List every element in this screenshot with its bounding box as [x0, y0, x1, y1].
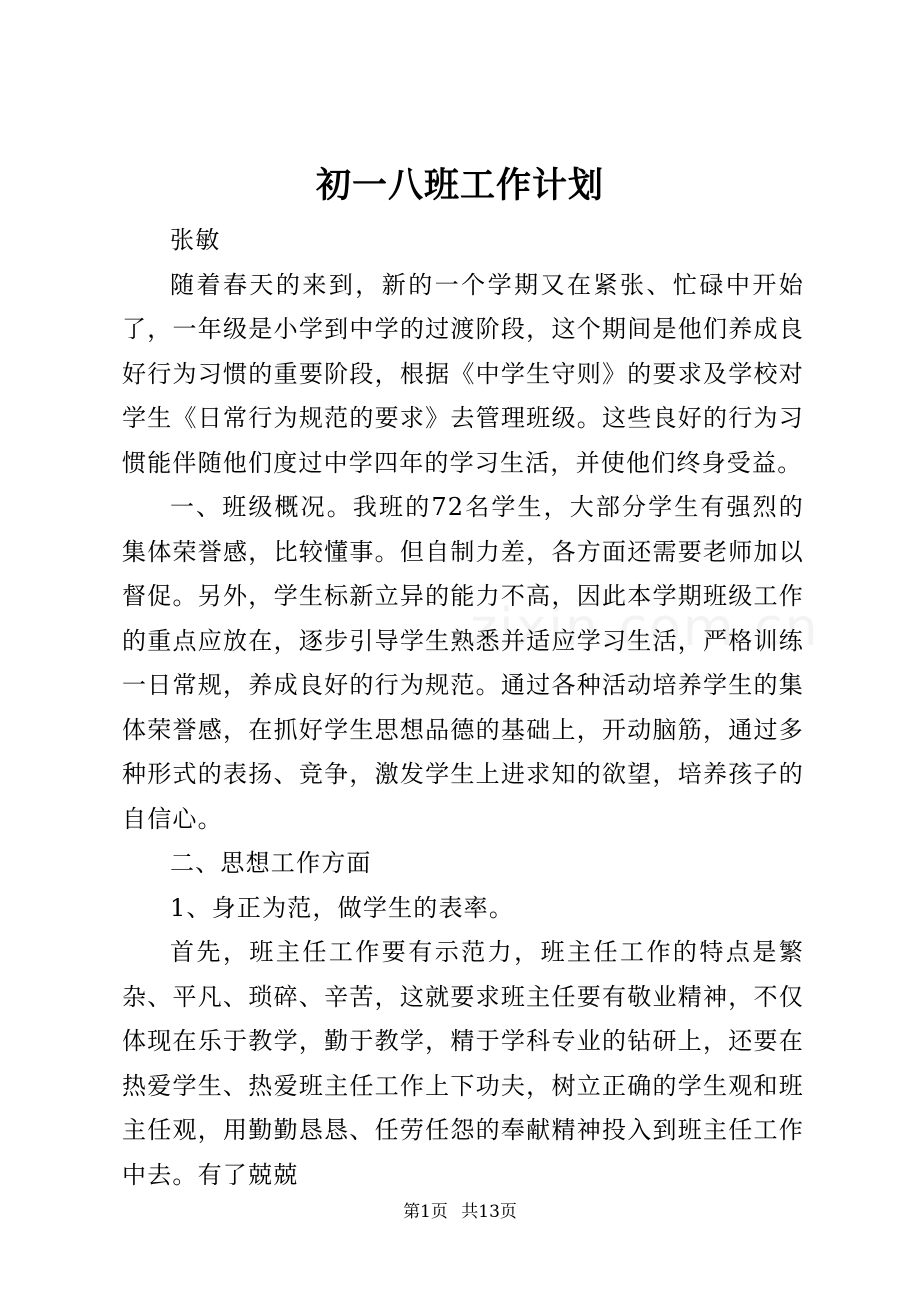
paragraph-intro: 随着春天的来到，新的一个学期又在紧张、忙碌中开始了，一年级是小学到中学的过渡阶段，这个期间是他们养成良好行为习惯的重要阶段，根据《中学生守则》的要求及学校对学生《日常行为规范的要求》去管理班级。这些良好的行为习惯能伴随他们度过中学四年的学习生活，并使他们终身受益。 [122, 270, 804, 477]
section-heading-ideology: 二、思想工作方面 [170, 849, 372, 877]
page-number: 第1页 [403, 1202, 448, 1222]
page-total: 共13页 [461, 1202, 517, 1222]
subsection-heading-role-model: 1、身正为范，做学生的表率。 [170, 893, 515, 922]
document-title: 初一八班工作计划 [315, 165, 604, 206]
page-footer [0, 1200, 920, 1224]
author-line: 张敏 [170, 226, 221, 254]
paragraph-role-model: 首先，班主任工作要有示范力，班主任工作的特点是繁杂、平凡、琐碎、辛苦，这就要求班主任要有敬业精神，不仅体现在乐于教学，勤于教学，精于学科专业的钻研上，还要在热爱学生、热爱班主任工作上下功夫，树立正确的学生观和班主任观，用勤勤恳恳、任劳任怨的奉献精神投入到班主任工作中去。有了兢兢 [122, 938, 804, 1189]
document-body [122, 218, 804, 1197]
paragraph-class-overview: 一、班级概况。我班的72名学生，大部分学生有强烈的集体荣誉感，比较懂事。但自制力差，各方面还需要老师加以督促。另外，学生标新立异的能力不高，因此本学期班级工作的重点应放在，逐步引导学生熟悉并适应学习生活，严格训练一日常规，养成良好的行为规范。通过各种活动培养学生的集体荣誉感，在抓好学生思想品德的基础上，开动脑筋，通过多种形式的表扬、竞争，激发学生上进求知的欲望，培养孩子的自信心。 [122, 493, 804, 833]
